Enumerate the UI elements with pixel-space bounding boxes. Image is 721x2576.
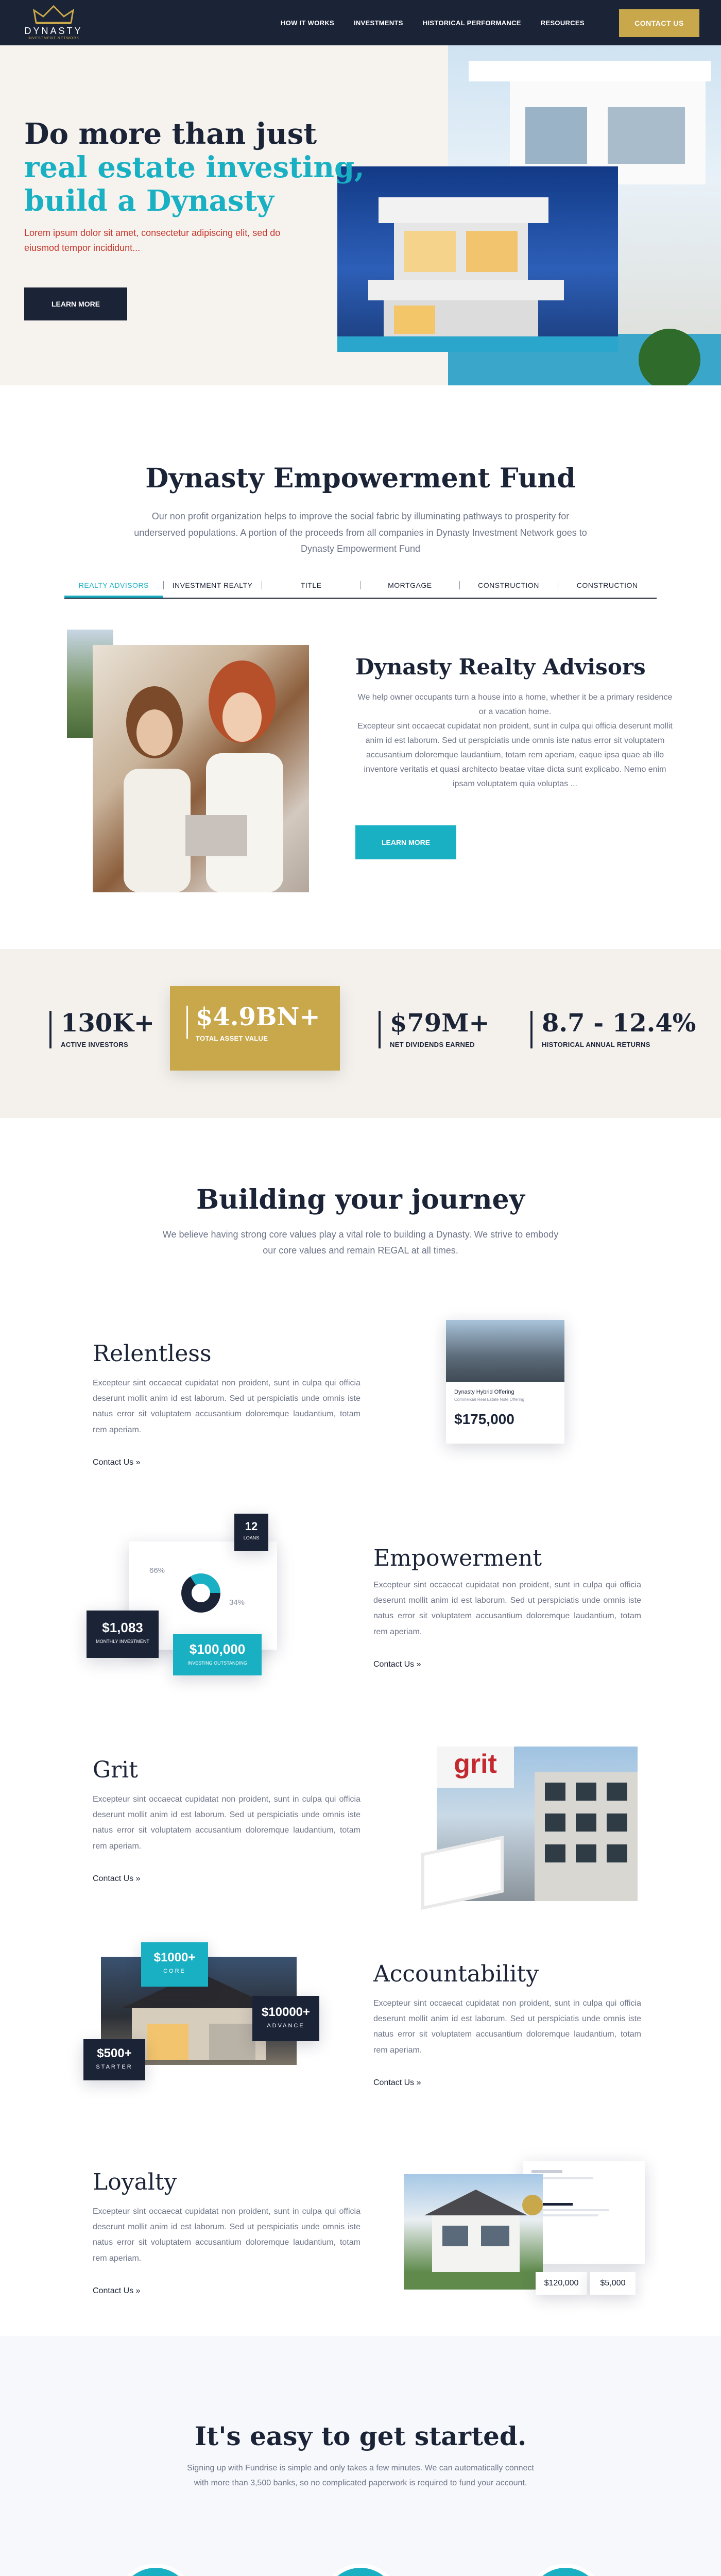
value-title: Loyalty [93,2168,177,2195]
tier-core-badge [141,1942,208,1987]
value-title: Empowerment [373,1545,542,1571]
hero-title-line3: build a Dynasty [24,183,274,218]
stat-label: ACTIVE INVESTORS [61,1040,128,1048]
tier-amount: $500+ [97,2046,132,2060]
loans-count: 12 [245,1519,258,1533]
value-title: Grit [93,1756,138,1783]
tab-investment-realty[interactable]: INVESTMENT REALTY [163,576,262,598]
nav-link-investments[interactable]: INVESTMENTS [353,19,403,27]
value-contact-link[interactable]: Contact Us » [93,2286,141,2295]
grit-building-image [437,1747,638,1901]
fund-subtitle: Our non profit organization helps to improve the social fabric by illuminating pathways to prosperity for underserved populations. A portion of the proceeds from all companies in Dynasty Investment Network goes to Dynasty Empowerment Fund [134,511,587,554]
value-text: Excepteur sint occaecat cupidatat non proident, sunt in culpa qui officia deserunt mollit anim id est laborum. Sed ut perspiciatis unde omnis iste natus error sit voluptatem accusantium doloremque laudantium, totam rem aperiam. [93,1794,360,1851]
monthly-label: MONTHLY INVESTMENT [96,1638,149,1644]
offering-sub: Commercial Real Estate Note Offering [454,1397,524,1402]
hero-house-image [337,166,618,352]
fund-title: Dynasty Empowerment Fund [145,463,576,494]
nav-link-resources[interactable]: RESOURCES [540,19,585,27]
step-grow-portfolio [499,2568,632,2576]
stat-annual-returns [530,1008,696,1048]
monthly-investment-badge [87,1611,159,1658]
contact-us-button[interactable]: CONTACT US [619,9,699,37]
tier-label: STARTER [96,2063,133,2070]
step-select-strategy [294,2568,427,2576]
core-values-list [0,1259,721,2336]
fund-tabs [64,576,657,599]
get-started-section [0,2336,721,2576]
tab-construction[interactable]: CONSTRUCTION [459,576,558,598]
stat-label: TOTAL ASSET VALUE [196,1034,268,1042]
stat-value: 130K+ [61,1008,155,1038]
offering-price: $175,000 [454,1411,514,1427]
donut-chart-icon [180,1572,221,1614]
tab-mortgage[interactable]: MORTGAGE [360,576,459,598]
value-text: Excepteur sint occaecat cupidatat non proident, sunt in culpa qui officia deserunt mollit anim id est laborum. Sed ut perspiciatis unde omnis iste natus error sit voluptatem accusantium doloremque laudantium, totam rem aperiam. [373,1998,641,2055]
step-circle [119,2568,192,2576]
tier-label: ADVANCE [267,2022,305,2029]
tier-advance-badge [252,1996,319,2041]
outstanding-label: INVESTING OUTSTANDING [187,1660,247,1666]
advisors-women-photo [93,645,309,892]
hero-lead-text: Lorem ipsum dolor sit amet, consectetur adipiscing elit, sed do eiusmod tempor incididunt... [24,228,281,253]
offering-card [446,1320,564,1444]
advisors-paragraph-1: We help owner occupants turn a house into a home, whether it be a primary residence or a vacation home. [357,692,673,716]
nav-link-how-it-works[interactable]: HOW IT WORKS [281,19,334,27]
offering-building-image [446,1320,564,1382]
hero-title-line1: Do more than just [24,117,317,151]
top-navbar [0,0,721,45]
tab-construction-2[interactable]: CONSTRUCTION [558,576,657,598]
hero-learn-more-button[interactable]: LEARN MORE [24,287,127,320]
hero-section [0,45,721,385]
loyalty-house-image [404,2174,543,2290]
stat-value: 8.7 - 12.4% [542,1008,696,1038]
loans-badge [234,1514,268,1551]
value-contact-link[interactable]: Contact Us » [373,2078,421,2087]
tab-title[interactable]: TITLE [262,576,360,598]
logo-tagline: INVESTMENT NETWORK [27,37,80,40]
journey-subtitle: We believe having strong core values play a vital role to building a Dynasty. We strive to embody our core values and remain REGAL at all times. [162,1229,559,1256]
grit-building-corner [421,1835,504,1909]
tab-realty-advisors[interactable]: REALTY ADVISORS [64,576,163,598]
chart-pct-66: 66% [149,1566,165,1575]
value-text: Excepteur sint occaecat cupidatat non proident, sunt in culpa qui officia deserunt mollit anim id est laborum. Sed ut perspiciatis unde omnis iste natus error sit voluptatem accusantium doloremque laudantium, totam rem aperiam. [93,1378,360,1434]
tier-amount: $10000+ [261,2005,311,2019]
grit-sign: grit [437,1747,514,1788]
crown-logo-icon [33,5,74,25]
steps-title: It's easy to get started. [194,2420,527,2451]
step-circle [529,2568,602,2576]
empowerment-fund-section [0,385,721,949]
value-contact-link[interactable]: Contact Us » [373,1659,421,1669]
journey-title: Building your journey [196,1183,525,1215]
value-contact-link[interactable]: Contact Us » [93,1874,141,1883]
gold-dot-decoration [522,2195,543,2215]
value-text: Excepteur sint occaecat cupidatat non proident, sunt in culpa qui officia deserunt mollit anim id est laborum. Sed ut perspiciatis unde omnis iste natus error sit voluptatem accusantium doloremque laudantium, totam rem aperiam. [93,2207,360,2263]
outstanding-badge [173,1634,262,1675]
offering-caption: Dynasty Hybrid Offering [454,1388,514,1395]
hero-title [24,117,365,218]
stat-value: $79M+ [390,1008,490,1038]
loans-label: LOANS [243,1535,260,1540]
logo[interactable] [23,5,84,40]
advisors-text [355,690,675,791]
nav-links [281,19,604,27]
steps-subtitle: Signing up with Fundrise is simple and only takes a few minutes. We can automatically connect with more than 3,500 banks, so no complicated paperwork is required to fund your account. [187,2463,534,2488]
step-choose-account [89,2568,222,2576]
advisors-learn-more-button[interactable]: LEARN MORE [355,825,456,859]
chart-pct-34: 34% [229,1598,245,1607]
journey-section [0,1118,721,2336]
value-title: Accountability [373,1960,539,1987]
advisors-title: Dynasty Realty Advisors [355,654,646,680]
step-circle [324,2568,397,2576]
realty-advisors-panel [0,599,721,949]
price-chip-1: $120,000 [536,2272,587,2295]
monthly-amount: $1,083 [102,1619,143,1635]
value-contact-link[interactable]: Contact Us » [93,1458,141,1467]
outstanding-amount: $100,000 [189,1641,246,1657]
hero-title-line2: real estate investing, [24,150,365,184]
logo-text: DYNASTY [24,26,83,36]
tier-amount: $1000+ [153,1950,196,1964]
tier-starter-badge [83,2039,145,2080]
nav-link-historical-performance[interactable]: HISTORICAL PERFORMANCE [422,19,521,27]
tier-label: CORE [163,1968,186,1974]
value-title: Relentless [93,1340,212,1367]
stats-band [0,949,721,1118]
value-text: Excepteur sint occaecat cupidatat non proident, sunt in culpa qui officia deserunt mollit anim id est laborum. Sed ut perspiciatis unde omnis iste natus error sit voluptatem accusantium doloremque laudantium, totam rem aperiam. [373,1580,641,1636]
stat-label: HISTORICAL ANNUAL RETURNS [542,1040,650,1048]
price-chip-2: $5,000 [590,2272,636,2295]
stat-active-investors [49,1008,155,1048]
stat-label: NET DIVIDENDS EARNED [390,1040,475,1048]
stat-total-asset-value [170,986,340,1071]
advisors-paragraph-2: Excepteur sint occaecat cupidatat non proident, sunt in culpa qui officia deserunt mollit anim id est laborum. Sed ut perspiciatis unde omnis iste natus error sit voluptatem accusantium doloremque laudantium, totam rem aperiam, eaque ipsa quae ab illo inventore veritatis et quasi architecto beatae vitae dicta sunt explicabo. Nemo enim ipsam voluptatem quia voluptas ... [357,721,673,788]
stat-net-dividends [379,1008,490,1048]
stat-value: $4.9BN+ [196,1005,340,1029]
